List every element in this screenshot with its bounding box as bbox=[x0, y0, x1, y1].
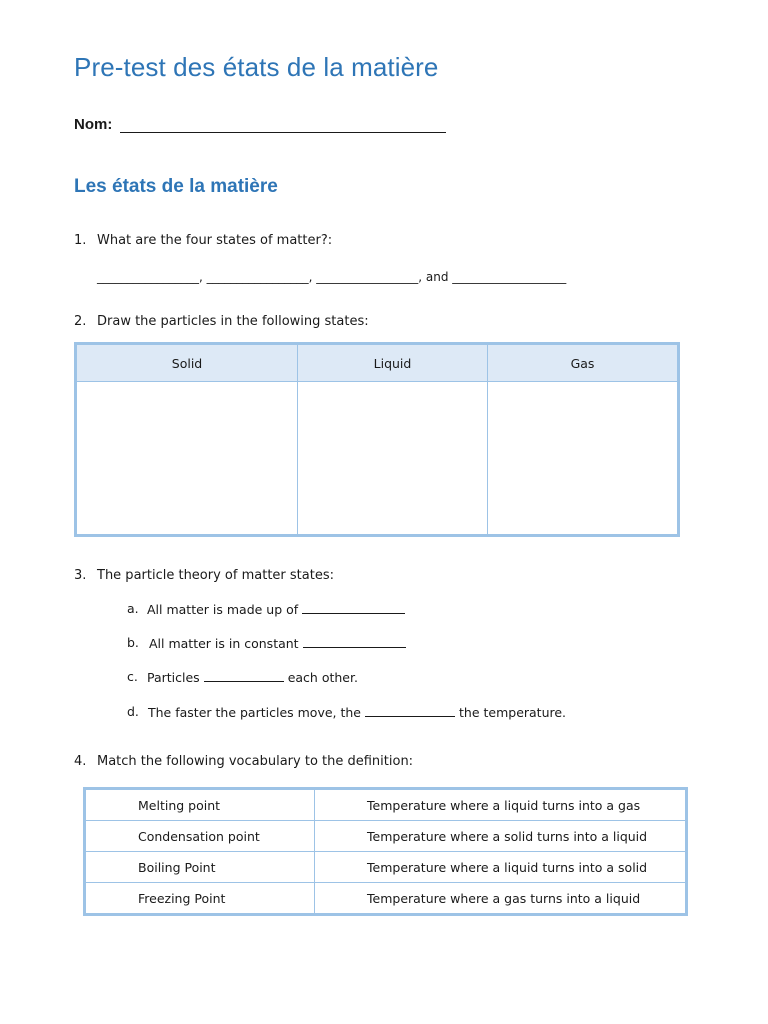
vocab-term: Condensation point bbox=[85, 821, 315, 852]
vocabulary-match-table bbox=[83, 787, 688, 916]
states-drawing-table bbox=[74, 342, 680, 537]
answer-blank[interactable] bbox=[303, 635, 406, 648]
header-solid: Solid bbox=[76, 344, 298, 382]
question-number: 3. bbox=[74, 568, 87, 583]
drawing-cell-gas[interactable] bbox=[488, 382, 679, 536]
section-heading: Les états de la matière bbox=[74, 176, 278, 197]
vocab-term: Freezing Point bbox=[85, 883, 315, 915]
page-title: Pre-test des états de la matière bbox=[74, 52, 439, 82]
item-letter: b. bbox=[127, 635, 139, 650]
vocab-definition: Temperature where a gas turns into a liquid bbox=[315, 883, 687, 915]
answer-blank[interactable] bbox=[302, 601, 405, 614]
drawing-cell-solid[interactable] bbox=[76, 382, 298, 536]
question-text: Draw the particles in the following states: bbox=[97, 314, 369, 329]
vocab-term: Melting point bbox=[85, 789, 315, 821]
vocab-term: Boiling Point bbox=[85, 852, 315, 883]
name-label: Nom: bbox=[74, 116, 113, 133]
name-blank-line[interactable] bbox=[120, 132, 446, 133]
question-text: Match the following vocabulary to the definition: bbox=[97, 754, 414, 769]
item-letter: d. bbox=[127, 704, 139, 719]
question-text: The particle theory of matter states: bbox=[97, 568, 334, 583]
item-text-after: the temperature. bbox=[459, 705, 567, 720]
states-blanks-line[interactable]: _________________, _________________, _________________, and ___________________ bbox=[97, 270, 567, 284]
item-text: The faster the particles move, the bbox=[148, 705, 361, 720]
answer-blank[interactable] bbox=[365, 704, 455, 717]
vocab-definition: Temperature where a liquid turns into a solid bbox=[315, 852, 687, 883]
item-letter: c. bbox=[127, 669, 138, 684]
item-text: Particles bbox=[147, 670, 200, 685]
item-letter: a. bbox=[127, 601, 139, 616]
table-header-row bbox=[76, 344, 679, 382]
vocab-definition: Temperature where a solid turns into a liquid bbox=[315, 821, 687, 852]
item-text: All matter is made up of bbox=[147, 602, 299, 617]
table-row bbox=[85, 821, 687, 852]
item-text: All matter is in constant bbox=[149, 636, 299, 651]
question-text: What are the four states of matter?: bbox=[97, 233, 333, 248]
table-row bbox=[85, 883, 687, 915]
table-row bbox=[85, 789, 687, 821]
table-row bbox=[76, 382, 679, 536]
item-text-after: each other. bbox=[287, 670, 358, 685]
drawing-cell-liquid[interactable] bbox=[298, 382, 488, 536]
table-row bbox=[85, 852, 687, 883]
question-number: 1. bbox=[74, 233, 87, 248]
header-liquid: Liquid bbox=[298, 344, 488, 382]
question-number: 2. bbox=[74, 314, 87, 329]
vocab-definition: Temperature where a liquid turns into a gas bbox=[315, 789, 687, 821]
header-gas: Gas bbox=[488, 344, 679, 382]
answer-blank[interactable] bbox=[204, 669, 284, 682]
question-number: 4. bbox=[74, 754, 87, 769]
